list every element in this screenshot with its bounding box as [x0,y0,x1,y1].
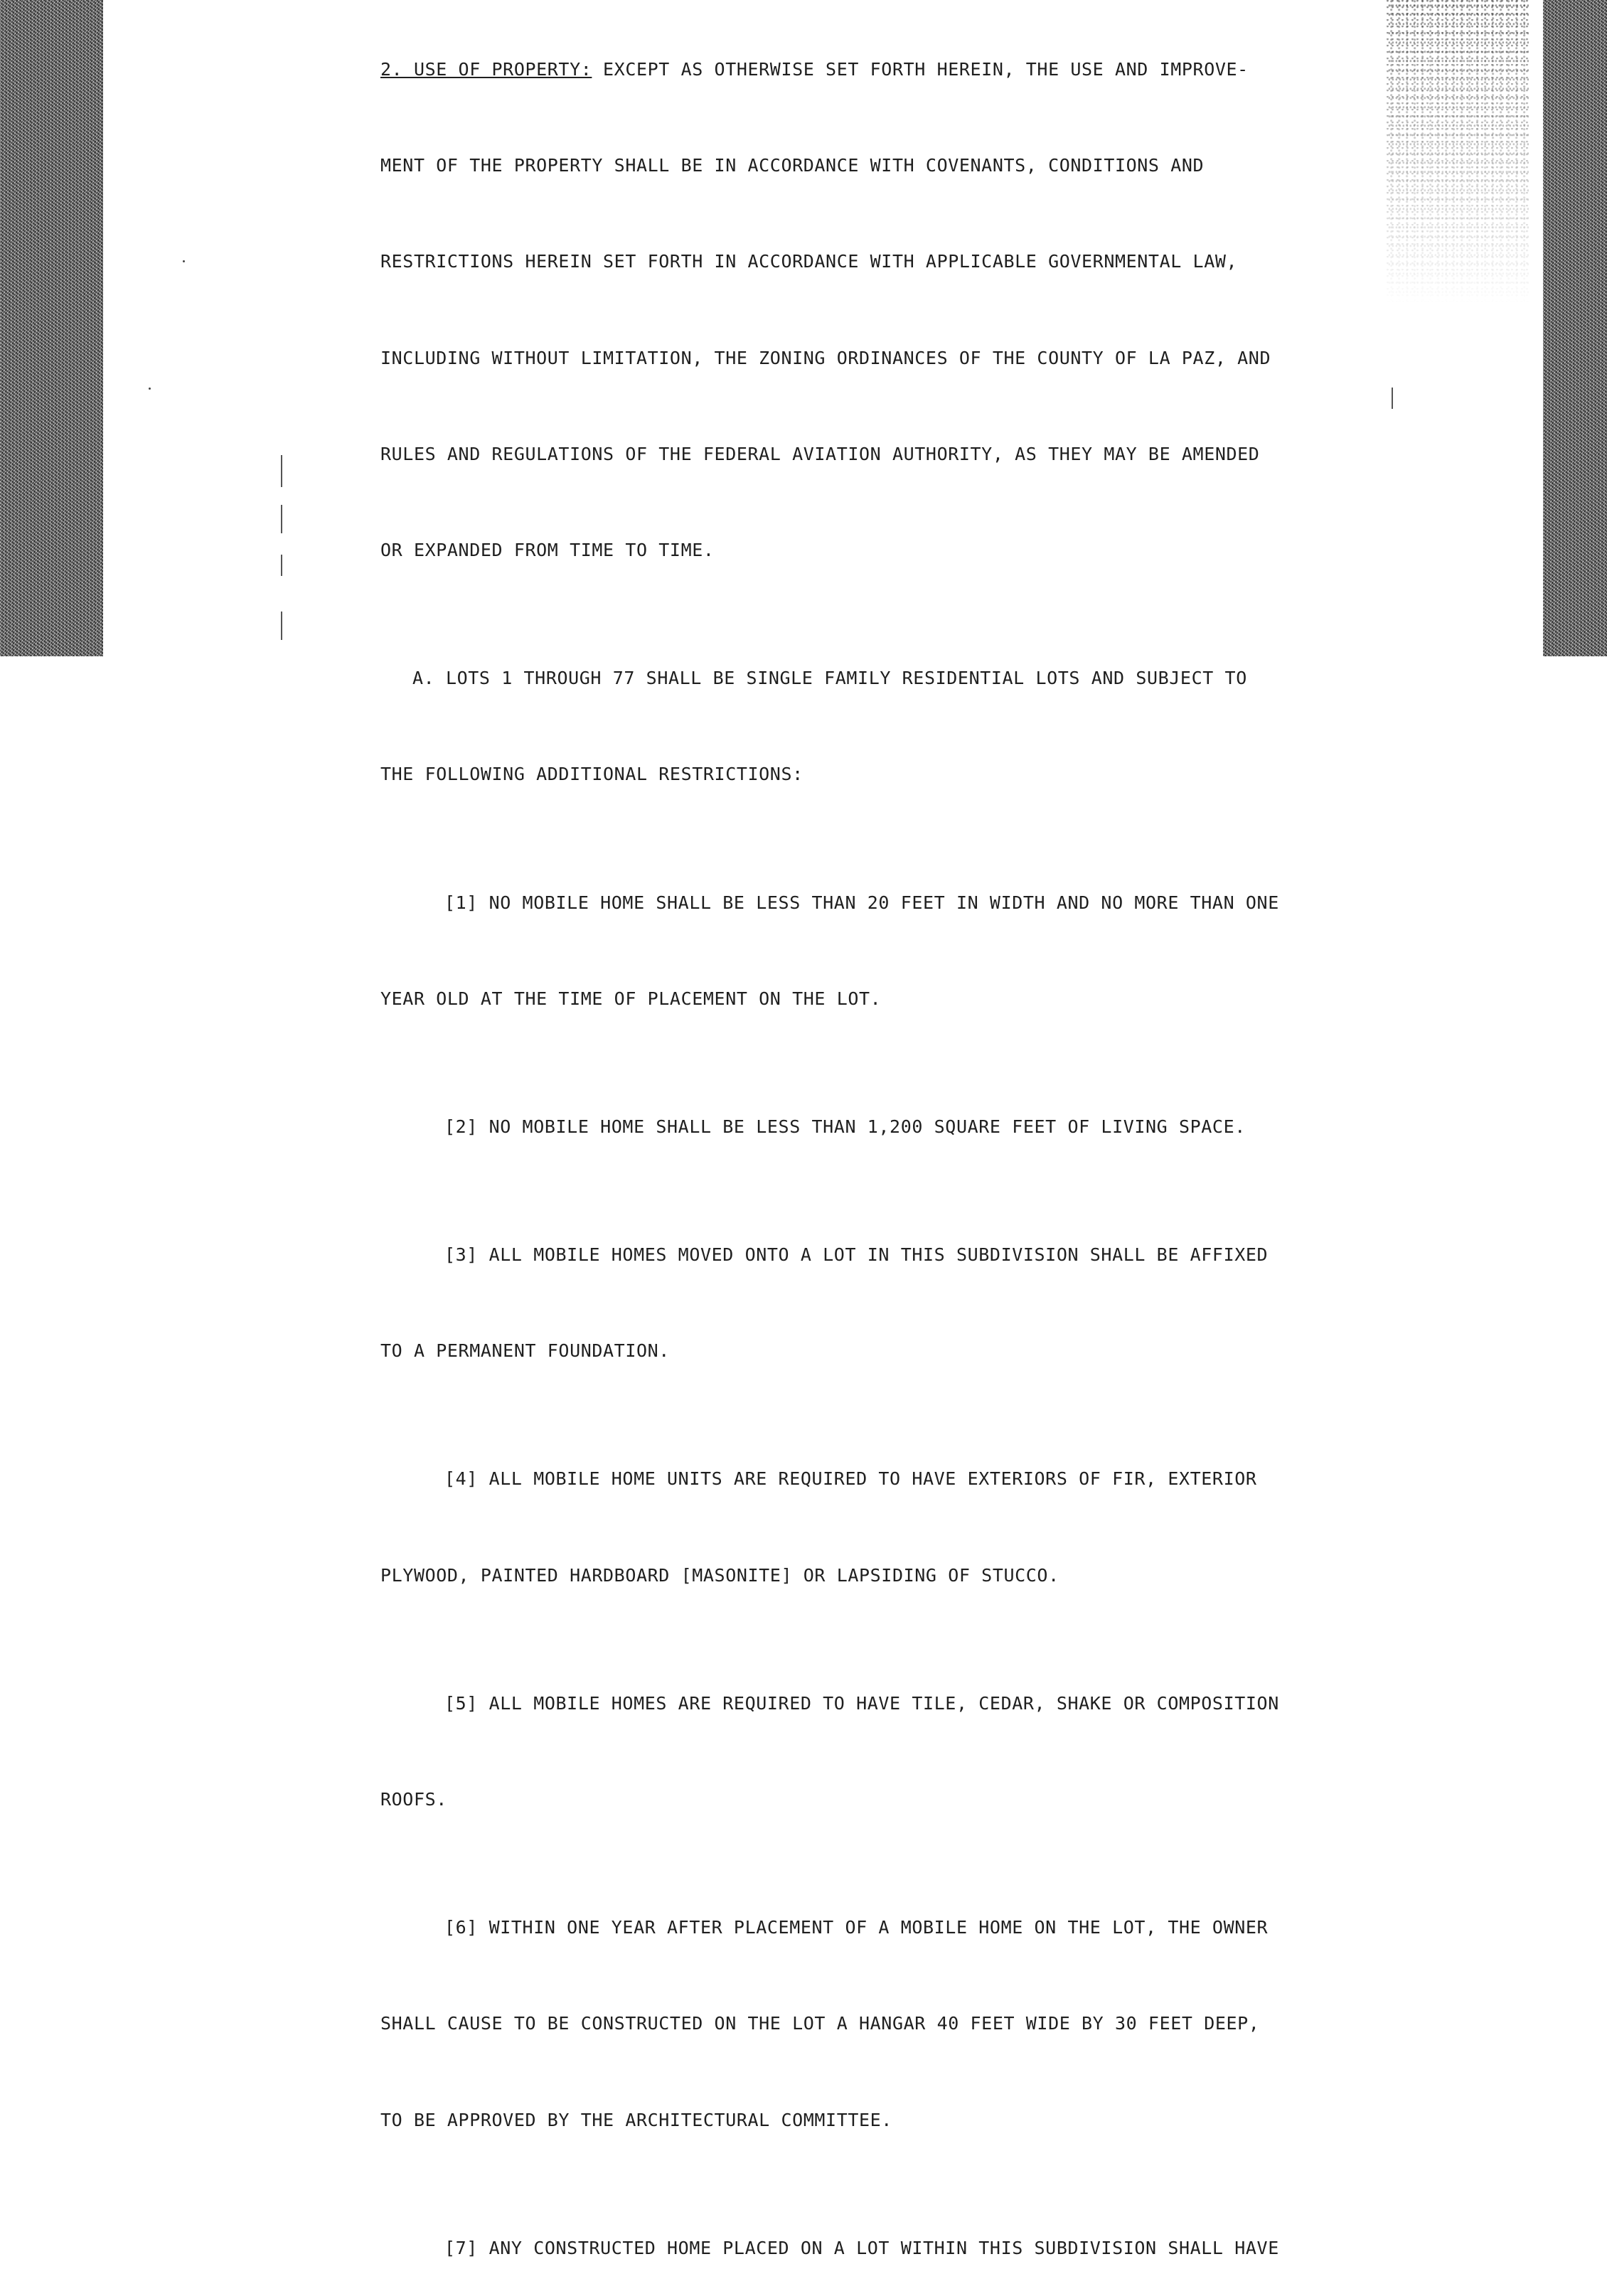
scan-border-right [1543,0,1607,656]
scan-mark [281,555,282,576]
section-heading: 2. USE OF PROPERTY: [380,59,592,80]
text-line: THE FOLLOWING ADDITIONAL RESTRICTIONS: [380,764,804,785]
list-item-7: [7] ANY CONSTRUCTED HOME PLACED ON A LOT WITHIN THIS SUBDIVISION SHALL HAVE [444,2237,1279,2258]
text-line: ROOFS. [380,1789,447,1810]
scan-mark [281,505,282,533]
document-page [380,0,1279,2296]
text-line: SHALL CAUSE TO BE CONSTRUCTED ON THE LOT A HANGAR 40 FEET WIDE BY 30 FEET DEEP, [380,2013,1260,2034]
text-line: A. LOTS 1 THROUGH 77 SHALL BE SINGLE FAMILY RESIDENTIAL LOTS AND SUBJECT TO [412,668,1247,689]
list-item-1: [1] NO MOBILE HOME SHALL BE LESS THAN 20 FEET IN WIDTH AND NO MORE THAN ONE [444,892,1279,913]
scan-mark [149,388,151,390]
text-line: INCLUDING WITHOUT LIMITATION, THE ZONING ORDINANCES OF THE COUNTY OF LA PAZ, AND [380,347,1271,368]
list-item-4: [4] ALL MOBILE HOME UNITS ARE REQUIRED TO HAVE EXTERIORS OF FIR, EXTERIOR [444,1468,1257,1490]
text-line: RESTRICTIONS HEREIN SET FORTH IN ACCORDANCE WITH APPLICABLE GOVERNMENTAL LAW, [380,251,1238,272]
text-line: MENT OF THE PROPERTY SHALL BE IN ACCORDANCE WITH COVENANTS, CONDITIONS AND [380,155,1205,176]
scan-mark [281,612,282,640]
scan-mark [1392,388,1393,409]
text-line: TO BE APPROVED BY THE ARCHITECTURAL COMMITTEE. [380,2109,892,2130]
scan-mark [183,260,185,262]
text-line: OR EXPANDED FROM TIME TO TIME. [380,539,715,560]
text-line: YEAR OLD AT THE TIME OF PLACEMENT ON THE LOT. [380,988,882,1009]
list-item-2: [2] NO MOBILE HOME SHALL BE LESS THAN 1,200 SQUARE FEET OF LIVING SPACE. [444,1116,1246,1137]
scan-mark [281,455,282,487]
text-line: RULES AND REGULATIONS OF THE FEDERAL AVIATION AUTHORITY, AS THEY MAY BE AMENDED [380,443,1260,464]
text-line: PLYWOOD, PAINTED HARDBOARD [MASONITE] OR LAPSIDING OF STUCCO. [380,1564,1059,1586]
text-line: 2. USE OF PROPERTY: EXCEPT AS OTHERWISE SET FORTH HEREIN, THE USE AND IMPROVE- [380,59,1249,80]
text-line: TO A PERMANENT FOUNDATION. [380,1340,670,1362]
scan-border-left [0,0,103,656]
scan-speckle [1387,0,1529,306]
list-item-5: [5] ALL MOBILE HOMES ARE REQUIRED TO HAVE TILE, CEDAR, SHAKE OR COMPOSITION [444,1692,1279,1714]
list-item-6: [6] WITHIN ONE YEAR AFTER PLACEMENT OF A MOBILE HOME ON THE LOT, THE OWNER [444,1917,1269,1938]
list-item-3: [3] ALL MOBILE HOMES MOVED ONTO A LOT IN THIS SUBDIVISION SHALL BE AFFIXED [444,1244,1269,1266]
